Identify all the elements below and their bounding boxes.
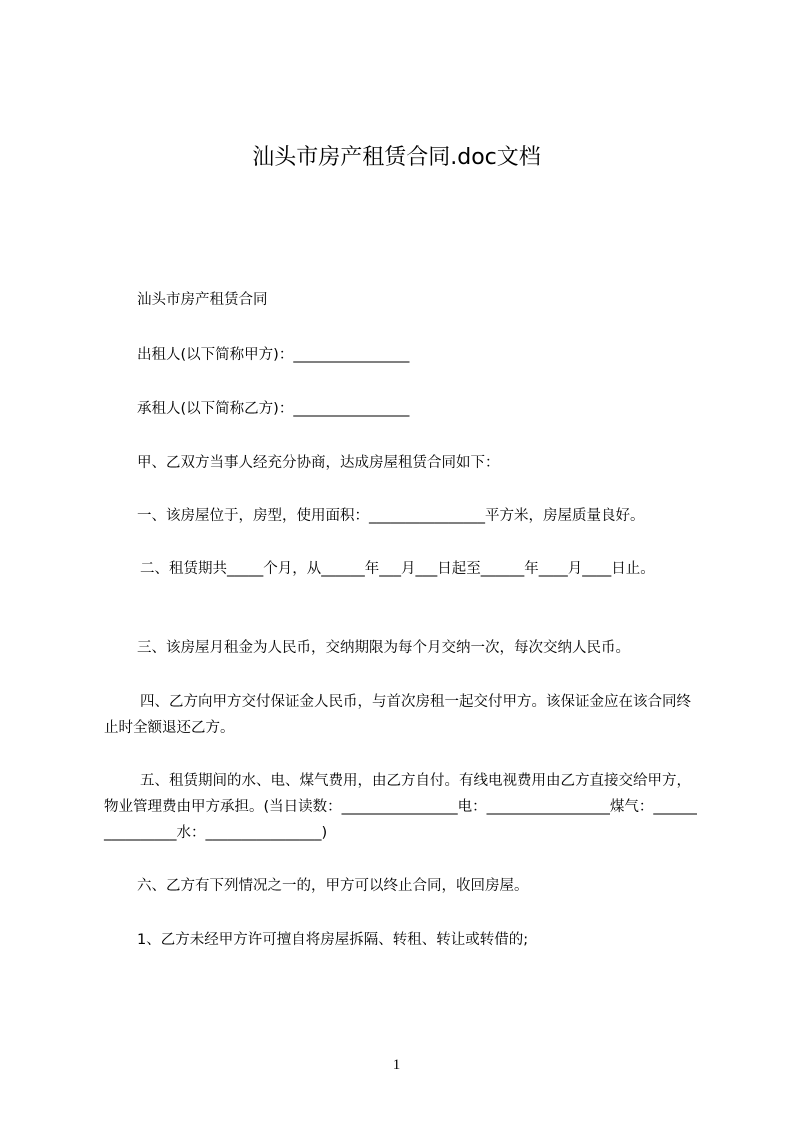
clause-4-deposit: 四、乙方向甲方交付保证金人民币，与首次房租一起交付甲方。该保证金应在该合同终止时全额退还乙方。 (104, 694, 691, 736)
clause-6-item-1: 1、乙方未经甲方许可擅自将房屋拆隔、转租、转让或转借的; (137, 932, 529, 948)
lessee-line: 承租人(以下简称乙方)：________________ (137, 401, 410, 417)
clause-5-utilities: 五、租赁期间的水、电、煤气费用，由乙方自付。有线电视费用由乙方直接交给甲方，物业管理费由甲方承担。(当日读数：________________电：_________________煤气：________________水：________________) (104, 773, 697, 841)
clause-1-property: 一、该房屋位于，房型，使用面积：________________平方米，房屋质量良好。 (137, 508, 645, 524)
agreement-intro: 甲、乙双方当事人经充分协商，达成房屋租赁合同如下： (137, 455, 500, 471)
contract-heading: 汕头市房产租赁合同 (137, 292, 268, 308)
clause-6-termination: 六、乙方有下列情况之一的，甲方可以终止合同，收回房屋。 (137, 878, 529, 894)
page-number: 1 (392, 1057, 401, 1073)
clause-2-term: 二、租赁期共_____个月，从______年___月___日起至______年____月____日止。 (140, 561, 655, 577)
document-title: 汕头市房产租赁合同.doc文档 (252, 145, 541, 170)
lessor-line: 出租人(以下简称甲方)：________________ (137, 347, 410, 363)
clause-3-rent: 三、该房屋月租金为人民币，交纳期限为每个月交纳一次，每次交纳人民币。 (137, 640, 630, 656)
